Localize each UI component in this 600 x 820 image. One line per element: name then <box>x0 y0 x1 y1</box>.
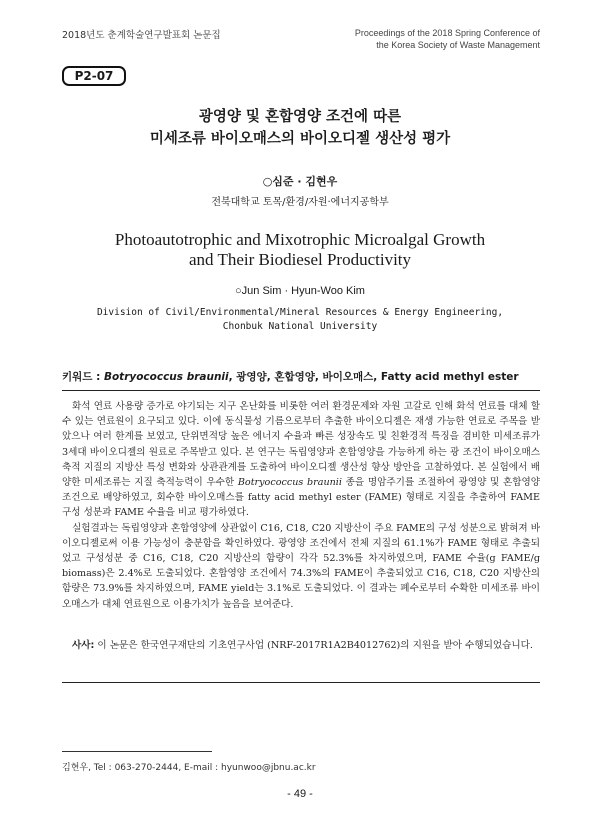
korean-authors: ○심준 · 김현우 <box>262 175 338 188</box>
keywords-label: 키워드 : <box>62 371 104 383</box>
paper-id-badge: P2-07 <box>62 66 126 86</box>
abstract-p1-species: Botryococcus braunii <box>237 477 342 489</box>
acknowledgement-label: 사사: <box>72 640 95 651</box>
keywords-divider <box>62 390 540 391</box>
body-divider <box>62 682 540 683</box>
english-affiliation-line1: Division of Civil/Environmental/Mineral Resources & Energy Engineering, <box>96 307 504 318</box>
acknowledgement-text: 이 논문은 한국연구재단의 기초연구사업 (NRF-2017R1A2B4012762)의 지원을 받아 수행되었습니다. <box>94 640 533 651</box>
page-number: - 49 - <box>287 788 313 800</box>
english-affiliation-line2: Chonbuk National University <box>222 321 378 332</box>
english-authors: ○Jun Sim · Hyun-Woo Kim <box>235 285 365 297</box>
abstract-paragraph-1 <box>62 399 540 521</box>
abstract-p1-text-a: 화석 연료 사용량 증가로 야기되는 지구 온난화를 비롯한 여러 환경문제와 자원 고갈로 인해 화석 연료를 대체 할 수 있는 연료원이 요구되고 있다. 이에 동식물성 기름으로부터 추출한 바이오디젤은 재생 가능한 연료로 주목을 받았으나 여러 한계를 보였고, 단위면적당 높은 에너지 수율과 빠른 성장속도 및 친환경적 특징을 겸비한 미세조류가 3세대 바이오디젤의 원료로 주목받고 있다. 본 연구는 독립영양과 혼합영양을 가능하게 하는 광 조건이 바이오매스 축적 지질의 지방산 특성 변화와 상관관계를 도출하여 바이오디젤 생산성 향상 방안을 고찰하였다. 본 실험에서 배양한 미세조류는 지질 축적능력이 우수한 <box>62 401 540 489</box>
abstract-body <box>62 399 540 612</box>
footnote-divider <box>62 751 212 752</box>
running-header-right-line1: Proceedings of the 2018 Spring Conference of <box>354 28 540 38</box>
corresponding-author-footnote: 김현우, Tel : 063-270-2444, E-mail : hyunwoo@jbnu.ac.kr <box>62 763 316 773</box>
korean-title-line2: 미세조류 바이오매스의 바이오디젤 생산성 평가 <box>149 131 451 147</box>
running-header-right-line2: the Korea Society of Waste Management <box>376 40 540 50</box>
running-header-right <box>300 27 540 51</box>
keywords-line <box>62 369 542 384</box>
korean-affiliation: 전북대학교 토목/환경/자원·에너지공학부 <box>211 197 389 208</box>
english-title-line2: and Their Biodiesel Productivity <box>188 250 412 269</box>
english-title-line1: Photoautotrophic and Mixotrophic Microalgal Growth <box>114 230 486 249</box>
keywords-rest: , 광영양, 혼합영양, 바이오매스, Fatty acid methyl ester <box>228 371 519 383</box>
acknowledgement <box>62 638 540 653</box>
abstract-p1-text-b: 종을 명암주기를 조절하여 광영양 및 혼합영양 조건으로 배양하였고, 회수한 바이오매스를 fatty acid methyl ester (FAME) 형태로 지질을 추출하여 FAME 구성 성분과 FAME 수율을 비교 평가하였다. <box>62 477 541 519</box>
running-header-left: 2018년도 춘계학술연구발표회 논문집 <box>62 30 221 41</box>
korean-title-line1: 광영양 및 혼합영양 조건에 따른 <box>198 109 402 125</box>
abstract-paragraph-2: 실험결과는 독립영양과 혼합영양에 상관없이 C16, C18, C20 지방산이 주요 FAME의 구성 성분으로 밝혀져 바이오디젤로써 이용 가능성이 충분함을 확인하였다. 광영양 조건에서 전체 지질의 61.1%가 FAME 형태로 추출되었고 구성성분 중 C16, C18, C20 지방산의 함량이 각각 52.3%를 차지하였으며, FAME 수율(g FAME/g biomass)은 2.4%로 도출되었다. 혼합영양 조건에서 74.3%의 FAME이 추출되었고 C16, C18, C20 지방산의 함량은 73.9%를 차지하였으며, FAME yield는 3.1%로 도출되었다. 이 결과는 폐수로부터 수확한 미세조류 바이오매스가 대체 연료원으로 이용가치가 높음을 보여준다. <box>62 522 540 610</box>
keywords-species: Botryococcus braunii <box>103 371 229 383</box>
